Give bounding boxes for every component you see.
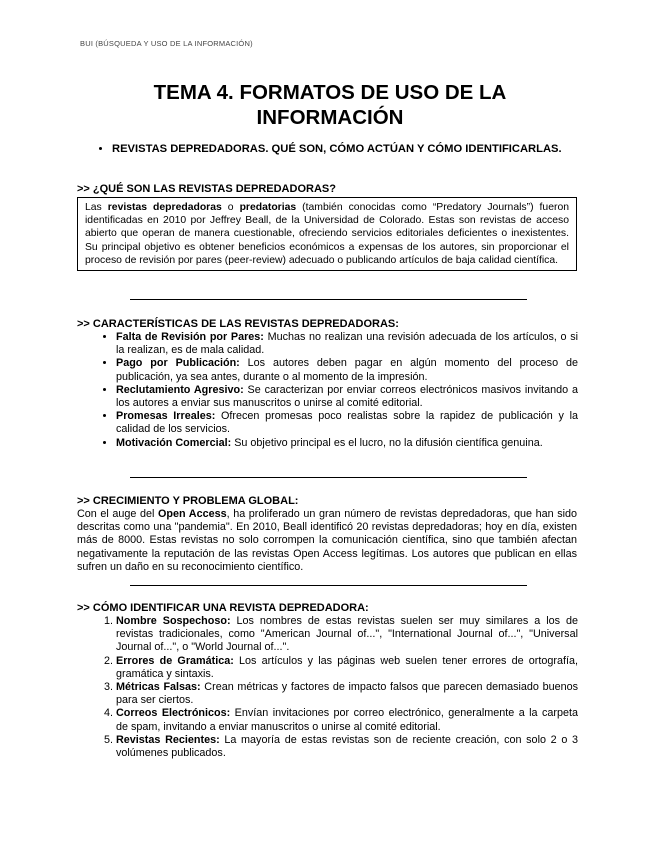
characteristic-item-description: Los autores deben pagar en algún momento del proceso de publicación, ya sea antes, durante o al momento de la impresión. [116,357,578,383]
identify-item-term: Revistas Recientes: [116,733,220,746]
section-heading-characteristics: >> CARACTERÍSTICAS DE LAS REVISTAS DEPREDADORAS: [77,318,399,330]
characteristic-item-description: Se caracterizan por enviar correos electrónicos masivos invitando a los autores a enviar sus manuscritos o unirse al comité editorial. [116,383,578,410]
definition-box [77,197,577,271]
section-divider [130,585,527,586]
characteristics-list [80,331,578,450]
characteristic-item-term: Reclutamiento Agresivo: [116,383,244,396]
identify-item-term: Errores de Gramática: [116,654,234,667]
characteristic-item-description: Ofrecen promesas poco realistas sobre la rapidez de publicación y la calidad de los servicios. [116,410,578,436]
identify-item-description: Crean métricas y factores de impacto falsos que parecen demasiado buenos para ser ciertos. [116,681,578,707]
section-divider [130,299,527,300]
identify-item [116,615,578,655]
characteristic-item [116,410,578,436]
identify-item-description: La mayoría de estas revistas son de reciente creación, con solo 2 o 3 volúmenes publicados. [116,733,578,760]
page-title: TEMA 4. FORMATOS DE USO DE LA INFORMACIÓN [153,81,507,129]
characteristic-item-term: Falta de Revisión por Pares: [116,331,264,343]
characteristic-item [116,357,578,383]
definition-bold-term: revistas depredadoras [107,202,222,213]
identify-item-term: Nombre Sospechoso: [116,615,231,627]
identify-item-description: Los nombres de estas revistas suelen ser muy similares a los de revistas tradicionales, como "American Journal of...", "International Journal of...", "Universal Journal of...", o "World Journal of...". [116,615,579,654]
definition-bold-term: predatorias [239,202,297,213]
growth-bold-term: Open Access [158,508,227,520]
running-header: BUI (BÚSQUEDA Y USO DE LA INFORMACIÓN) [80,39,253,48]
identify-item-description: Los artículos y las páginas web suelen tener errores de ortografía, gramática y sintaxis. [116,654,579,680]
characteristic-item-term: Motivación Comercial: [116,436,232,449]
section-heading-identify: >> CÓMO IDENTIFICAR UNA REVISTA DEPREDADORA: [77,602,369,614]
characteristic-item-term: Promesas Irreales: [116,410,216,423]
characteristic-item-description: Muchas no realizan una revisión adecuada de los artículos, o si la realizan, es de mala calidad. [116,331,578,357]
identify-list [80,615,578,760]
identify-item [116,707,578,733]
section-divider [130,477,527,478]
characteristic-item-description: Su objetivo principal es el lucro, no la difusión científica genuina. [231,436,543,449]
identify-item [116,681,578,707]
definition-text: (también conocidas como “Predatory Journals”) fueron identificadas en 2010 por Jeffrey Beall, de la Universidad de Colorado. Estas son revistas de acceso abierto que operan de manera cuestionable, ofreciendo servicios editoriales deficientes o inexistentes. Su principal objetivo es obtener beneficios económicos a expensas de los autores, sin proporcionar el proceso de revisión por pares (peer-review) adecuado o publicando artículos de baja calidad científica. [85,202,570,266]
identify-item [116,734,578,760]
characteristic-item [116,437,578,450]
growth-text: , ha proliferado un gran número de revistas depredadoras, que han sido descritas como una "pandemia". En 2010, Beall identificó 20 revistas depredadoras; hoy en día, existen más de 8000. Estas revistas no solo corrompen la comunicación científica, sino que también afectan negativamente la reputación de las revistas Open Access legítimas. Los autores que publican en ellas sufren un daño en su reconocimiento científico. [77,508,578,573]
section-heading-what-are: >> ¿QUÉ SON LAS REVISTAS DEPREDADORAS? [77,183,336,195]
identify-item-description: Envían invitaciones por correo electrónico, generalmente a la carpeta de spam, invitando a enviar manuscritos o unirse al comité editorial. [116,707,578,733]
identify-item-term: Métricas Falsas: [116,681,201,694]
growth-paragraph [77,508,577,574]
characteristic-item [116,331,578,357]
definition-text: Las [85,202,108,213]
definition-text: o [221,202,240,213]
characteristic-item [116,384,578,410]
identify-item-term: Correos Electrónicos: [116,707,231,720]
section-heading-growth: >> CRECIMIENTO Y PROBLEMA GLOBAL: [77,495,299,507]
characteristic-item-term: Pago por Publicación: [116,357,240,370]
growth-text: Con el auge del [77,508,158,520]
identify-item [116,655,578,681]
lead-bullet-block [80,142,577,156]
lead-bullet: • REVISTAS DEPREDADORAS. QUÉ SON, CÓMO ACTÚAN Y CÓMO IDENTIFICARLAS. [112,142,577,156]
